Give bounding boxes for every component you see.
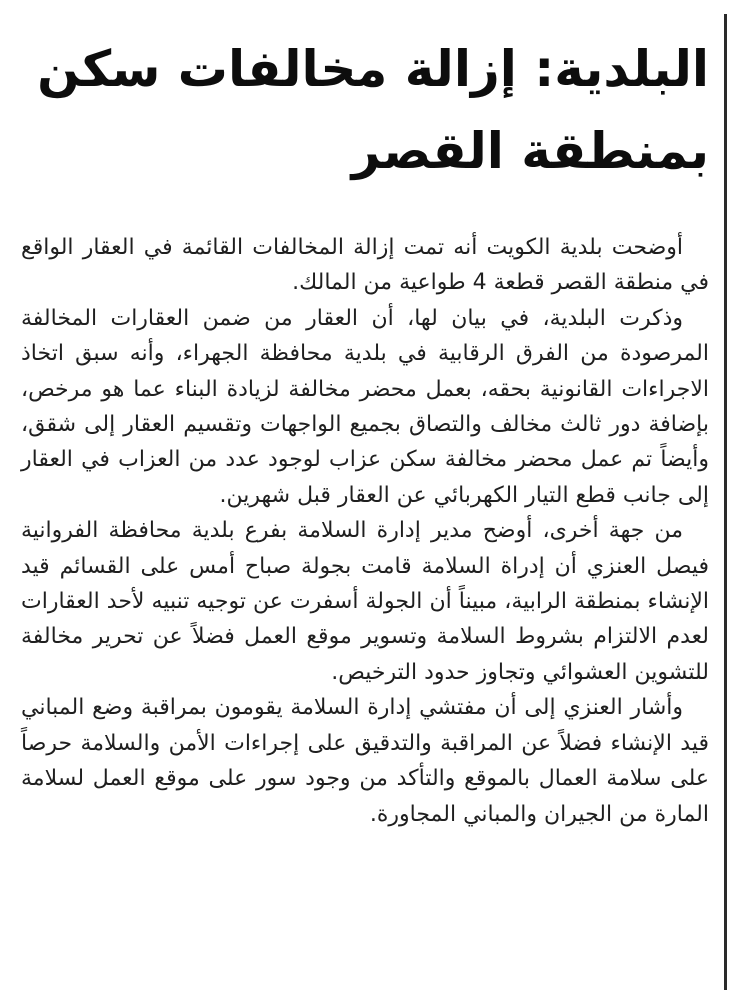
article-paragraph: من جهة أخرى، أوضح مدير إدارة السلامة بفرع بلدية محافظة الفروانية فيصل العنزي أن إدراة السلامة قامت بجولة صباح أمس على القسائم قيد الإنشاء بمنطقة الرابية، مبيناً أن الجولة أسفرت عن توجيه تنبيه لأحد العقارات لعدم الالتزام بشروط السلامة وتسوير موقع العمل فضلاً عن تحرير مخالفة للتشوين العشوائي وتجاوز حدود الترخيص. — [21, 518, 709, 685]
article-paragraph: وذكرت البلدية، في بيان لها، أن العقار من ضمن العقارات المخالفة المرصودة من الفرق الرقابية في بلدية محافظة الجهراء، وأنه سبق اتخاذ الاجراءات القانونية بحقه، بعمل محضر مخالفة لزيادة البناء عما هو مرخص، بإضافة دور ثالث مخالف والتصاق بجميع الواجهات وتقسيم العقار إلى شقق، وأيضاً تم عمل محضر مخالفة سكن عزاب لوجود عدد من العزاب في العقار إلى جانب قطع التيار الكهربائي عن العقار قبل شهرين. — [21, 305, 709, 508]
article-headline: البلدية: إزالة مخالفات سكن بمنطقة القصر — [37, 40, 709, 180]
article-paragraph: وأشار العنزي إلى أن مفتشي إدارة السلامة يقومون بمراقبة وضع المباني قيد الإنشاء فضلاً عن المراقبة والتدقيق على إجراءات الأمن والسلامة حرصاً على سلامة العمال بالموقع والتأكد من وجود سور على موقع العمل لسلامة المارة من الجيران والمباني المجاورة. — [21, 695, 709, 827]
news-article — [21, 28, 709, 832]
column-divider — [724, 14, 727, 990]
article-paragraph: أوضحت بلدية الكويت أنه تمت إزالة المخالفات القائمة في العقار الواقع في منطقة القصر قطعة 4 طواعية من المالك. — [21, 235, 709, 296]
